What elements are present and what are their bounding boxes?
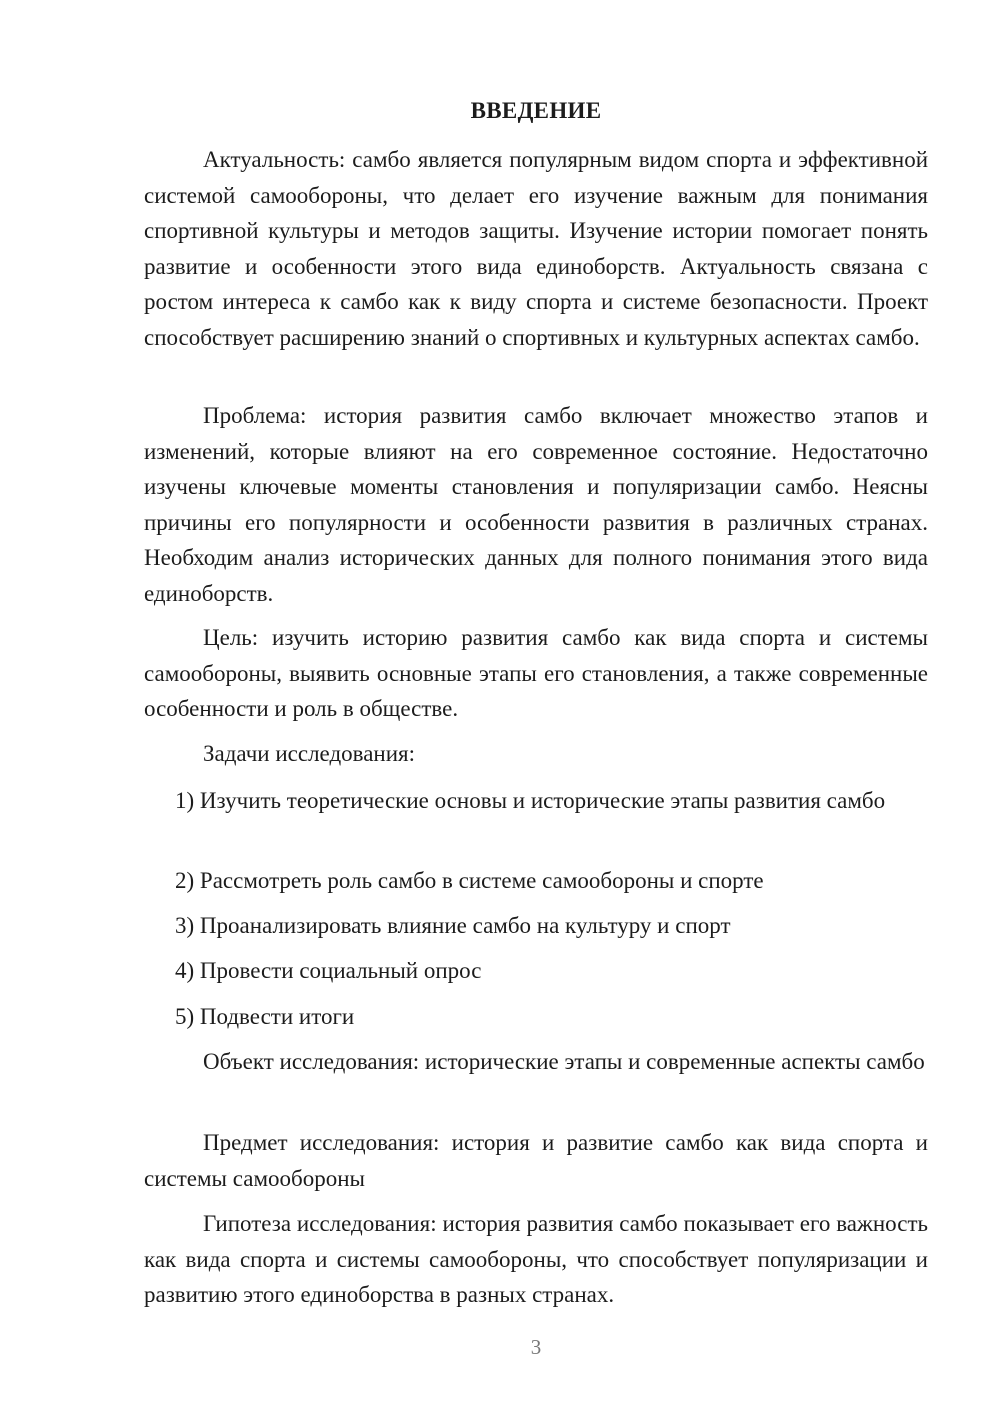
page-title: ВВЕДЕНИЕ [470, 98, 602, 123]
tasks-heading: Задачи исследования: [203, 741, 416, 766]
subject-paragraph: Предмет исследования: история и развитие самбо как вида спорта и системы самообороны [144, 1130, 928, 1191]
object-paragraph: Объект исследования: исторические этапы и современные аспекты самбо [203, 1049, 925, 1074]
task-item: 1) Изучить теоретические основы и исторические этапы развития самбо [175, 788, 886, 813]
problem-paragraph: Проблема: история развития самбо включает множество этапов и изменений, которые влияют на его современное состояние. Недостаточно изучены ключевые моменты становления и популяризации самбо. Неясны причины его популярности и особенности развития в различных странах. Необходим анализ исторических данных для полного понимания этого вида единоборств. [144, 403, 928, 606]
page-number: 3 [530, 1335, 542, 1359]
goal-paragraph: Цель: изучить историю развития самбо как вида спорта и системы самообороны, выявить основные этапы его становления, а также современные особенности и роль в обществе. [144, 625, 928, 721]
task-item: 3) Проанализировать влияние самбо на культуру и спорт [175, 913, 731, 938]
task-item: 5) Подвести итоги [175, 1004, 355, 1029]
hypothesis-paragraph: Гипотеза исследования: история развития самбо показывает его важность как вида спорта и системы самообороны, что способствует популяризации и развитию этого единоборства в разных странах. [144, 1211, 928, 1307]
task-item: 4) Провести социальный опрос [175, 958, 482, 983]
relevance-paragraph: Актуальность: самбо является популярным видом спорта и эффективной системой самообороны, что делает его изучение важным для понимания спортивной культуры и методов защиты. Изучение истории помогает понять развитие и особенности этого вида единоборств. Актуальность связана с ростом интереса к самбо как к виду спорта и системе безопасности. Проект способствует расширению знаний о спортивных и культурных аспектах самбо. [144, 147, 928, 350]
task-item: 2) Рассмотреть роль самбо в системе самообороны и спорте [175, 868, 764, 893]
